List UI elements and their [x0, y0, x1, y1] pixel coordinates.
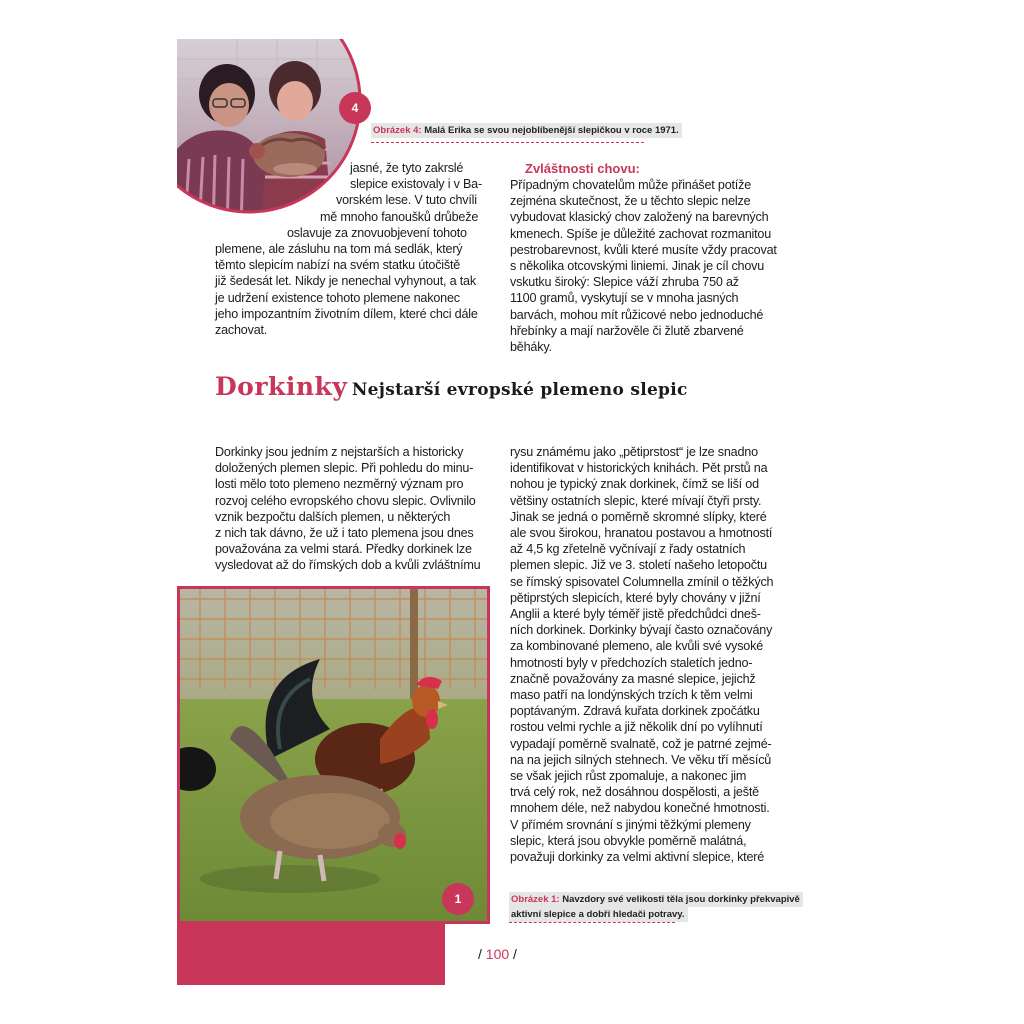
text-line: vznik bezpočtu dalších plemen, u některých	[215, 509, 451, 524]
text-line: doložených plemen slepic. Při pohledu do minu-	[215, 461, 474, 476]
text-line: považuji dorkinky za velmi aktivní slepice, které	[510, 850, 765, 865]
caption-text: aktivní slepice a dobří hledači potravy.	[511, 909, 685, 920]
text-line: těmto slepicím nabízí na svém statku útočiště	[215, 258, 461, 273]
text-line: vybudovat klasický chov založený na barevných	[510, 210, 769, 225]
text-line: pestrobarevnost, kvůli které musíte vždy pracovat	[510, 242, 777, 257]
text-line: rozvoj celého evropského chovu slepic. Ovlivnilo	[215, 493, 476, 508]
text-line: považována za velmi stará. Předky dorkinek lze	[215, 542, 472, 557]
text-line: kmenech. Spíše je důležité zachovat rozmanitou	[510, 226, 772, 241]
figure-4-caption-divider	[371, 142, 644, 143]
text-line: jeho impozantním životním dílem, které chci dále	[215, 306, 478, 321]
figure-1-badge: 1	[442, 883, 474, 915]
text-line: zejména skutečnost, že u těchto slepic nelze	[510, 194, 751, 209]
breeding-specifics-heading: Zvláštnosti chovu:	[525, 161, 640, 176]
page-number	[478, 946, 517, 962]
text-line: se římský spisovatel Columnella zmínil o těžkých	[510, 574, 774, 589]
text-line: běháky.	[510, 340, 552, 355]
text-line: Případným chovatelům může přinášet potíže	[510, 178, 752, 192]
photo-dorking-rooster-hen	[180, 589, 487, 921]
chapter-title	[215, 372, 688, 401]
text-line: nohou je typický znak dorkinek, čímž se liší od	[510, 477, 759, 492]
chapter-title-sub: Nejstarší evropské plemeno slepic	[351, 380, 688, 400]
text-line: za kombinované plemeno, ale kvůli své vysoké	[510, 639, 764, 654]
text-line: na na jejich silných stehnech. Ve věku tří měsíců	[510, 752, 772, 767]
text-line: ale svou širokou, hranatou postavou a hmotností	[510, 526, 773, 541]
text-line: mnohem déle, než nabydou konečné hmotnosti.	[510, 801, 770, 816]
text-line: z nich tak dávno, že už i tato plemena jsou dnes	[215, 526, 474, 541]
text-line: hmotnosti byly v předchozích staletích jedno-	[510, 655, 753, 670]
text-line: s několika otcovskými liniemi. Jinak je cíl chovu	[510, 259, 765, 274]
text-line: až 4,5 kg zřetelně vyčnívají z řady ostatních	[510, 542, 746, 557]
text-line: rysu známému jako „pětiprstost“ je lze snadno	[510, 445, 758, 459]
text-line: většiny ostatních slepic, které mívají čtyři prsty.	[510, 493, 762, 508]
text-line: oslavuje za znovuobjevení tohoto	[287, 225, 467, 240]
page-number-suffix: /	[513, 946, 517, 962]
intro-continued-text	[215, 160, 495, 338]
text-line: barvách, mohou mít růžicové nebo jednoduché	[510, 307, 764, 322]
caption-text: Navzdory své velikosti těla jsou dorkinky překvapivě	[562, 894, 800, 905]
text-line: trvá celý rok, než dosáhnou dospělosti, a ještě	[510, 785, 759, 800]
caption-label: Obrázek 1:	[511, 894, 560, 905]
text-line: vorském lese. V tuto chvíli	[336, 193, 477, 208]
text-line: vysledovat až do římských dob a kvůli zvláštnímu	[215, 558, 481, 573]
page-number-prefix: /	[478, 946, 482, 962]
figure-4-badge: 4	[339, 92, 371, 124]
footer-accent-bar	[177, 924, 445, 985]
text-line: losti mělo toto plemeno nezměrný význam pro	[215, 477, 464, 492]
text-line: rostou velmi rychle a již několik dní po vylíhnutí	[510, 720, 763, 735]
page-number-value: 100	[485, 946, 510, 962]
text-line: již šedesát let. Nikdy je nenechal vyhynout, a tak	[215, 274, 476, 289]
caption-text: Malá Erika se svou nejoblíbenější slepičkou v roce 1971.	[424, 125, 679, 136]
figure-1-caption-divider	[509, 922, 675, 923]
caption-label: Obrázek 4:	[373, 125, 422, 136]
text-line: plemene, ale zásluhu na tom má sedlák, který	[215, 242, 463, 257]
text-line: Jinak se jedná o poměrně skromné slípky, které	[510, 509, 767, 524]
figure-4-caption	[371, 123, 682, 138]
text-line: se však jejich růst zpomaluje, a nakonec jim	[510, 769, 747, 784]
text-line: plemen slepic. Již ve 3. století našeho letopočtu	[510, 558, 767, 573]
text-line: V přímém srovnání s jinými těžkými plemeny	[510, 817, 751, 832]
text-line: vypadají poměrně svalnatě, což je patrné zejmé-	[510, 736, 772, 751]
text-line: ních dorkinek. Dorkinky bývají často označovány	[510, 623, 773, 638]
text-line: vskutku široký: Slepice váží zhruba 750 až	[510, 275, 739, 290]
figure-1-caption	[509, 892, 803, 922]
text-line: 1100 gramů, vyskytují se v mnoha jasných	[510, 291, 739, 306]
text-line: slepice existovaly i v Ba-	[350, 177, 482, 192]
right-column-text	[510, 444, 800, 865]
text-line: slepic, která jsou obvykle poměrně malátná,	[510, 833, 747, 848]
text-line: Dorkinky jsou jedním z nejstarších a historicky	[215, 445, 464, 459]
chapter-title-main: Dorkinky	[215, 372, 348, 401]
text-line: identifikovat v historických knihách. Pět prstů na	[510, 461, 768, 476]
left-column-text	[215, 444, 495, 574]
text-line: Anglii a které byly téměř jistě předchůdci dneš-	[510, 607, 761, 622]
figure-1-photo	[177, 586, 490, 924]
text-line: hřebínky a mají naržověle či žlutě zbarvené	[510, 323, 744, 338]
text-line: maso patří na londýnských trzích k těm velmi	[510, 688, 753, 703]
text-line: zachovat.	[215, 323, 268, 338]
text-line: značně považovány za masné slepice, jejichž	[510, 671, 756, 686]
text-line: je udržení existence tohoto plemene nakonec	[215, 290, 460, 305]
text-line: pětiprstých slepicích, které byly chovány v jižní	[510, 590, 761, 605]
text-line: poptávaným. Zdravá kuřata dorkinek zpočátku	[510, 704, 760, 719]
text-line: mě mnoho fanoušků drůbeže	[320, 209, 479, 224]
breeding-specifics-text	[510, 177, 800, 355]
text-line: jasné, že tyto zakrslé	[350, 161, 464, 175]
